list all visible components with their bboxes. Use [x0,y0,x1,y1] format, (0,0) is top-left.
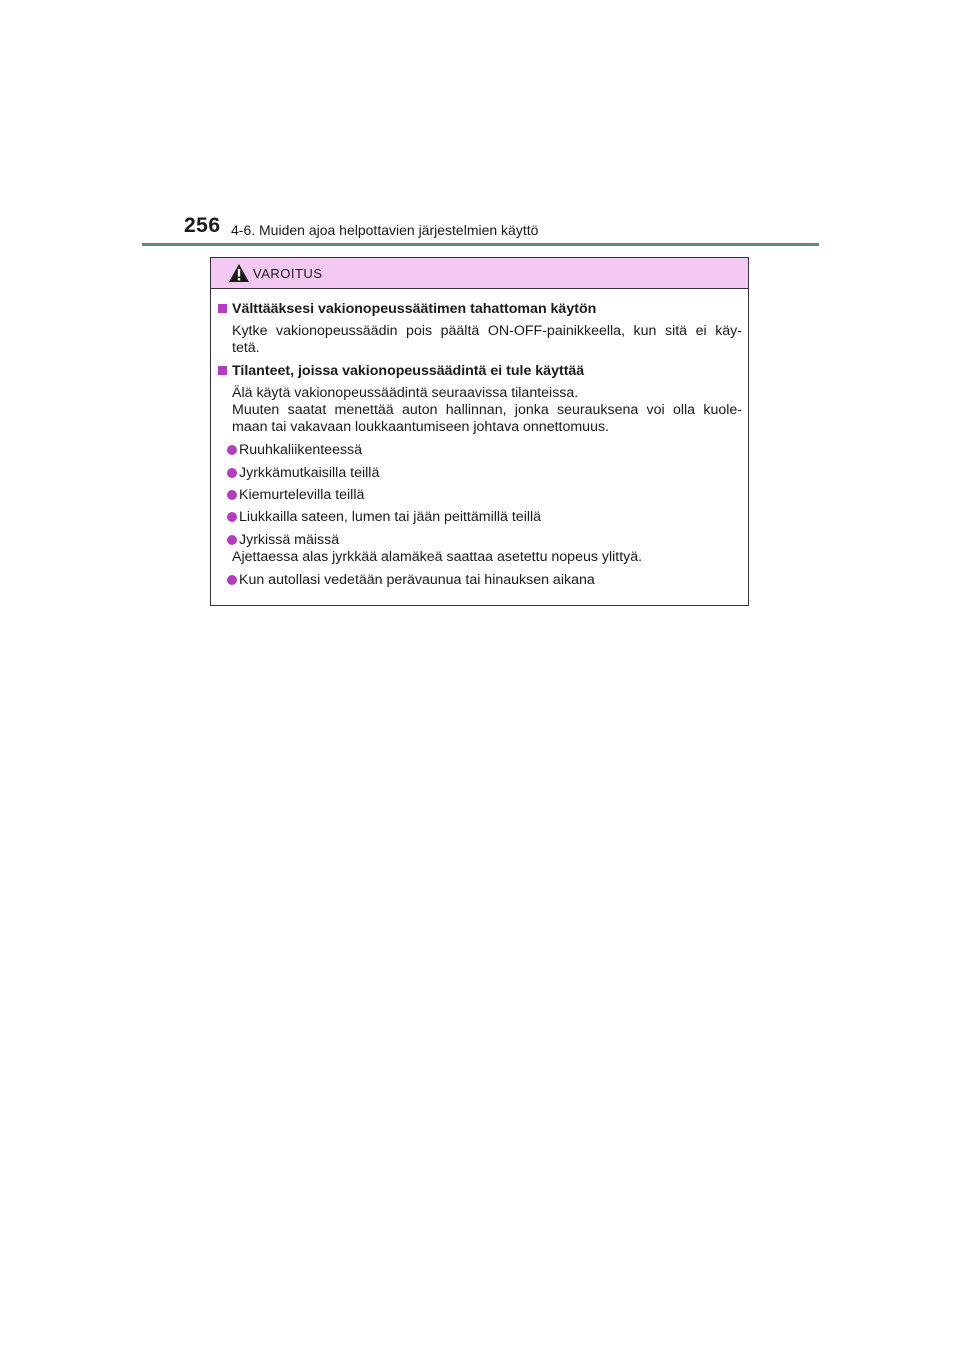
round-bullet-icon [227,512,237,522]
page-number: 256 [184,214,221,237]
warning-triangle-icon [228,263,250,283]
list-item: Jyrkissä mäissä [227,532,339,549]
body-text: maan tai vakavaan loukkaantumiseen johtava onnettomuus. [232,419,609,435]
warning-label: VAROITUS [253,266,323,281]
list-item-note: Ajettaessa alas jyrkkää alamäkeä saattaa asetettu nopeus ylittyä. [232,549,643,565]
round-bullet-icon [227,575,237,585]
round-bullet-icon [227,468,237,478]
section-heading: Tilanteet, joissa vakionopeussäädintä ei tule käyttää [218,363,584,380]
section-title: 4-6. Muiden ajoa helpottavien järjestelmien käyttö [231,222,539,238]
list-item: Jyrkkämutkaisilla teillä [227,465,379,482]
list-item: Kun autollasi vedetään perävaunua tai hinauksen aikana [227,572,595,589]
body-text: Kytke vakionopeussäädin pois päältä ON-OFF-painikkeella, kun sitä ei käy- [232,323,742,339]
round-bullet-icon [227,490,237,500]
body-text: Muuten saatat menettää auton hallinnan, jonka seurauksena voi olla kuole- [232,402,742,418]
header-rule [142,243,819,246]
body-text: tetä. [232,340,260,356]
round-bullet-icon [227,535,237,545]
square-bullet-icon [218,304,227,313]
round-bullet-icon [227,445,237,455]
body-text: Älä käytä vakionopeussäädintä seuraavissa tilanteissa. [232,385,579,401]
warning-box [210,257,749,606]
section-heading: Välttääksesi vakionopeussäätimen tahattoman käytön [218,301,596,318]
square-bullet-icon [218,366,227,375]
list-item: Ruuhkaliikenteessä [227,442,362,459]
list-item: Liukkailla sateen, lumen tai jään peittämillä teillä [227,509,541,526]
warning-body [211,289,748,605]
list-item: Kiemurtelevilla teillä [227,487,364,504]
warning-header [211,258,748,289]
